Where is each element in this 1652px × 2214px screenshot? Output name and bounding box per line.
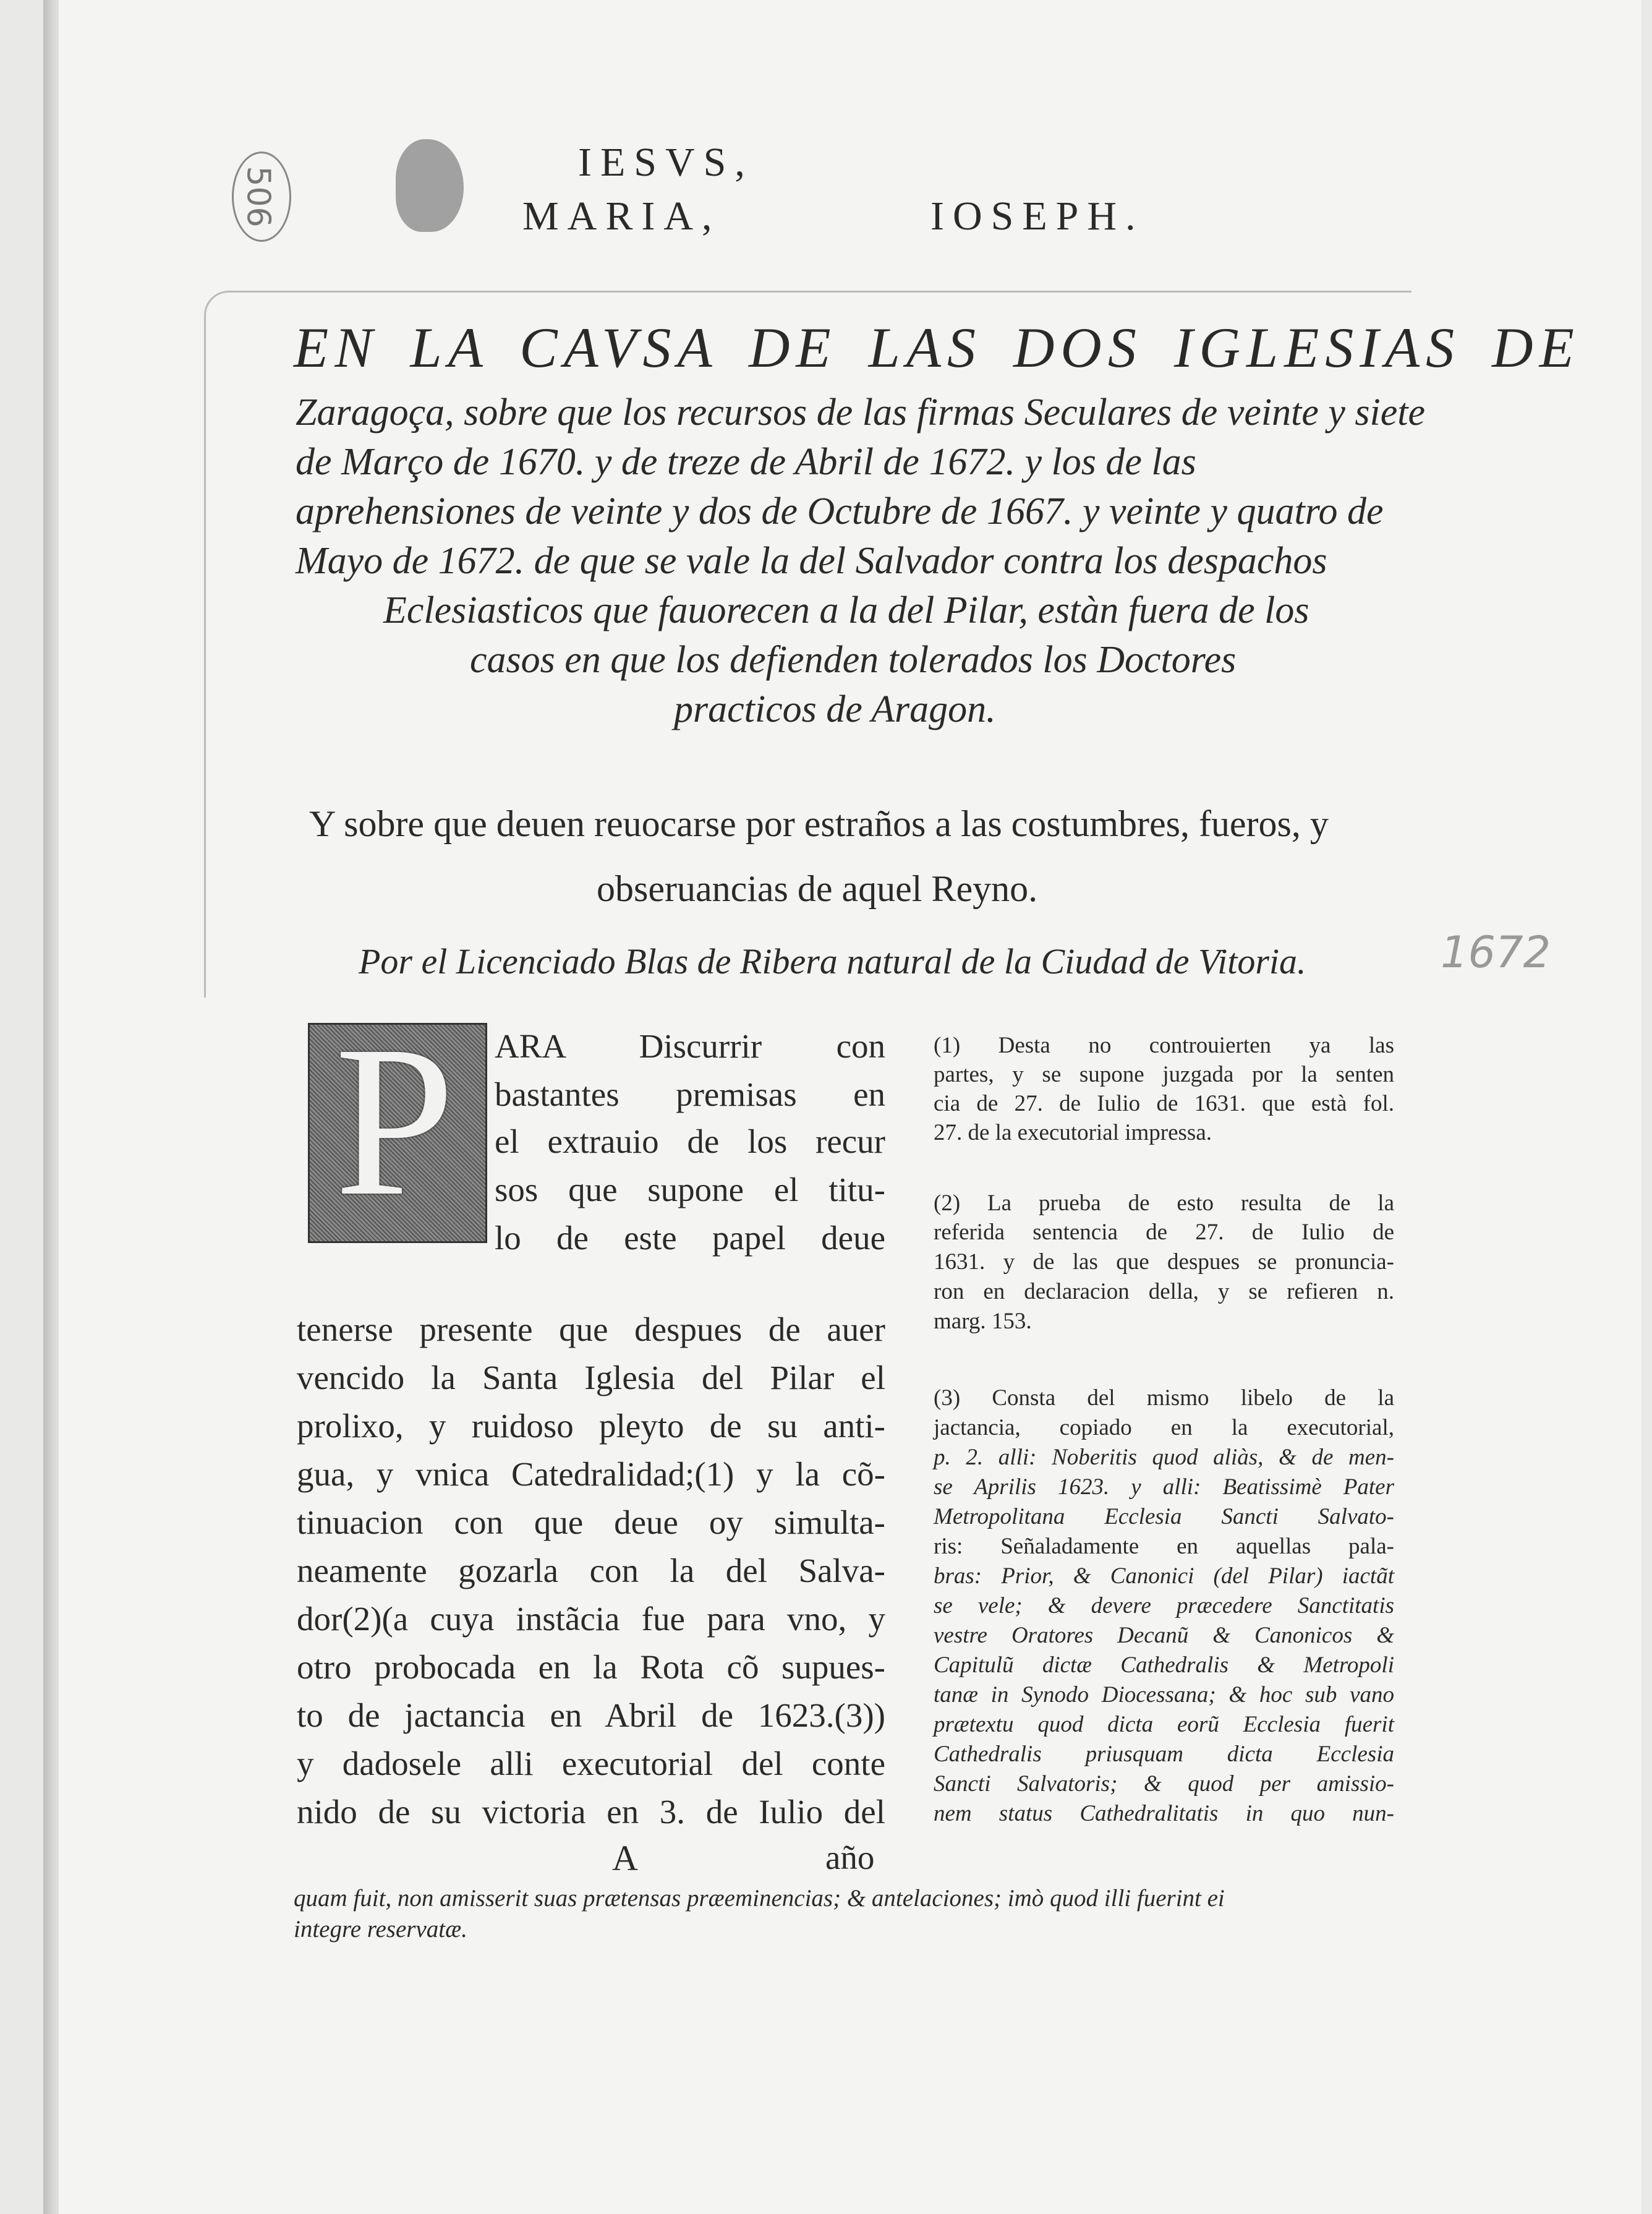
author-line: Por el Licenciado Blas de Ribera natural de la Ciudad de Vitoria. bbox=[359, 941, 1306, 981]
note-3-continuation: integre reservatæ. bbox=[294, 1916, 467, 1943]
body-line: otro probocada en la Rota cõ supues- bbox=[297, 1648, 885, 1686]
body-line: y dadosele alli executorial del conte bbox=[297, 1745, 885, 1782]
margin-annotation: 1672 bbox=[1441, 927, 1551, 978]
body-line: vencido la Santa Iglesia del Pilar el bbox=[297, 1359, 885, 1396]
note-3-line: Cathedralis priusquam dicta Ecclesia bbox=[934, 1742, 1394, 1767]
body-line: tenerse presente que despues de auer bbox=[297, 1310, 885, 1348]
body-line: ARA Discurrir con bbox=[495, 1027, 885, 1065]
note-3-line: prætextu quod dicta eorũ Ecclesia fuerit bbox=[934, 1712, 1394, 1737]
note-3-line: (3) Consta del mismo libelo de la bbox=[934, 1385, 1394, 1411]
body-line: sos que supone el titu- bbox=[495, 1171, 885, 1208]
archive-stamp: 506 bbox=[232, 152, 291, 242]
body-line: prolixo, y ruidoso pleyto de su anti- bbox=[297, 1407, 885, 1445]
note-1-line: 27. de la executorial impressa. bbox=[934, 1120, 1212, 1145]
note-3-line: Capitulũ dictæ Cathedralis & Metropoli bbox=[934, 1652, 1394, 1678]
note-3-line: ris: Señaladamente en aquellas pala- bbox=[934, 1534, 1394, 1559]
note-3-line: nem status Cathedralitatis in quo nun- bbox=[934, 1801, 1394, 1826]
note-1-line: (1) Desta no controuierten ya las bbox=[934, 1033, 1394, 1058]
title-line: Zaragoça, sobre que los recursos de las firmas Seculares de veinte y siete bbox=[296, 391, 1425, 434]
note-2-line: referida sentencia de 27. de Iulio de bbox=[934, 1220, 1394, 1245]
body-line: tinuacion con que deue oy simulta- bbox=[297, 1503, 885, 1541]
note-3-line: jactancia, copiado en la executorial, bbox=[934, 1415, 1394, 1440]
title-heading: EN LA CAVSA DE LAS DOS IGLESIAS DE bbox=[294, 316, 1580, 379]
subtitle-line: Y sobre que deuen reuocarse por estraños a las costumbres, fueros, y bbox=[309, 803, 1329, 844]
note-2-line: ron en declaracion della, y se refieren n. bbox=[934, 1279, 1394, 1304]
title-line: de Março de 1670. y de treze de Abril de 1672. y los de las bbox=[296, 441, 1196, 483]
body-line: neamente gozarla con la del Salva- bbox=[297, 1552, 885, 1589]
note-3-continuation: quam fuit, non amisserit suas prætensas præeminencias; & antelaciones; imò quod illi fuerint ei bbox=[294, 1885, 1225, 1912]
body-line: dor(2)(a cuya instãcia fue para vno, y bbox=[297, 1600, 885, 1638]
note-3-line: se Aprilis 1623. y alli: Beatissimè Pater bbox=[934, 1474, 1394, 1500]
signature-mark: A bbox=[612, 1838, 638, 1878]
note-2-line: 1631. y de las que despues se pronuncia- bbox=[934, 1249, 1394, 1275]
note-3-line: bras: Prior, & Canonici (del Pilar) iactãt bbox=[934, 1563, 1394, 1589]
header-iesvs: IESVS, bbox=[578, 140, 754, 185]
note-3-line: vestre Oratores Decanũ & Canonicos & bbox=[934, 1623, 1394, 1648]
title-line: casos en que los defienden tolerados los Doctores bbox=[470, 639, 1237, 681]
note-1-line: partes, y se supone juzgada por la senten bbox=[934, 1062, 1394, 1087]
header-maria: MARIA, bbox=[522, 194, 721, 239]
body-line: to de jactancia en Abril de 1623.(3)) bbox=[297, 1696, 885, 1734]
note-1-line: cia de 27. de Iulio de 1631. que està fol. bbox=[934, 1091, 1394, 1116]
body-line: bastantes premisas en bbox=[495, 1075, 885, 1113]
title-line: Mayo de 1672. de que se vale la del Salvador contra los despachos bbox=[296, 540, 1327, 582]
note-3-line: p. 2. alli: Noberitis quod aliàs, & de men- bbox=[934, 1445, 1394, 1470]
title-line: Eclesiasticos que fauorecen a la del Pilar, estàn fuera de los bbox=[383, 589, 1309, 631]
note-3-line: Sancti Salvatoris; & quod per amissio- bbox=[934, 1771, 1394, 1797]
subtitle-line: obseruancias de aquel Reyno. bbox=[597, 868, 1038, 909]
note-3-line: se vele; & devere præcedere Sanctitatis bbox=[934, 1593, 1394, 1618]
decorated-drop-cap: P bbox=[308, 1023, 487, 1243]
note-2-line: marg. 153. bbox=[934, 1309, 1032, 1334]
note-2-line: (2) La prueba de esto resulta de la bbox=[934, 1190, 1394, 1216]
catchword: año bbox=[825, 1839, 875, 1876]
body-line: lo de este papel deue bbox=[495, 1219, 885, 1257]
title-line: practicos de Aragon. bbox=[674, 688, 996, 730]
body-line: el extrauio de los recur bbox=[495, 1122, 885, 1160]
title-line: aprehensiones de veinte y dos de Octubre de 1667. y veinte y quatro de bbox=[296, 490, 1384, 532]
header-ioseph: IOSEPH. bbox=[930, 194, 1144, 239]
body-line: gua, y vnica Catedralidad;(1) y la cõ- bbox=[297, 1455, 885, 1493]
body-line: nido de su victoria en 3. de Iulio del bbox=[297, 1793, 885, 1831]
note-3-line: Metropolitana Ecclesia Sancti Salvato- bbox=[934, 1504, 1394, 1529]
note-3-line: tanæ in Synodo Diocessana; & hoc sub vano bbox=[934, 1682, 1394, 1708]
